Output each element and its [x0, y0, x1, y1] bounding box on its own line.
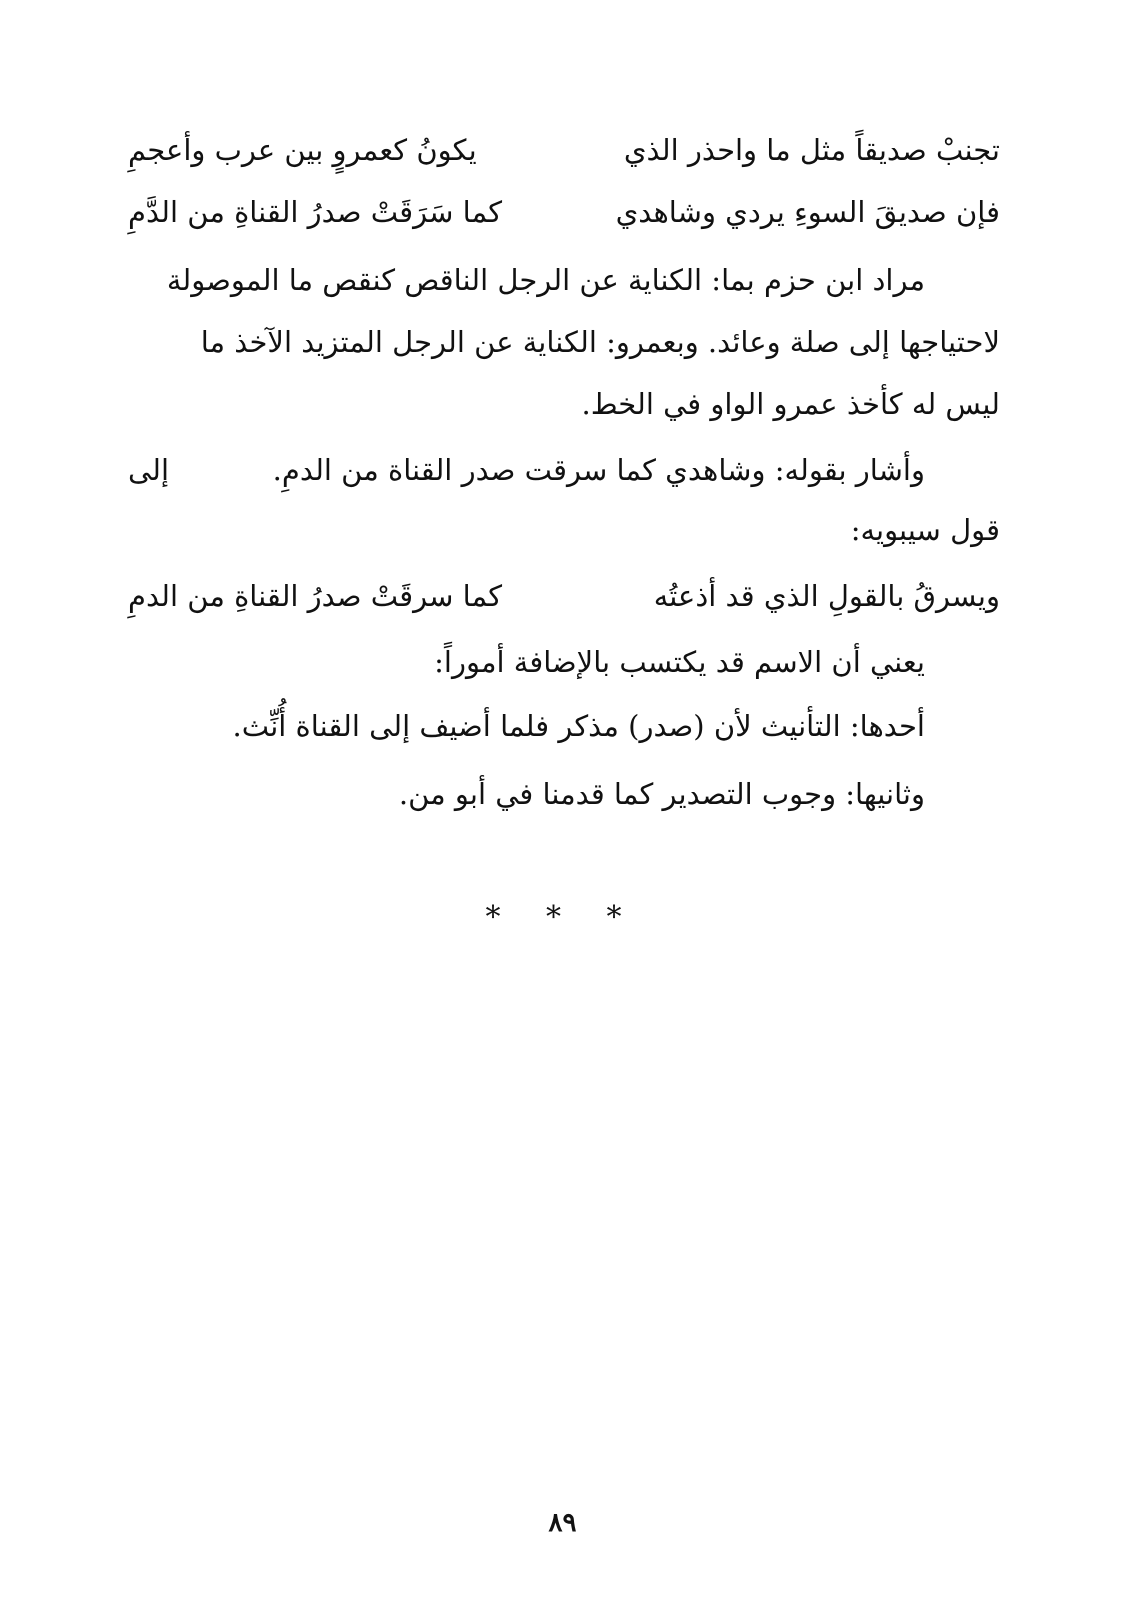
- explanation-point: أحدها: التأنيث لأن (صدر) مذكر فلما أضيف إلى القناة أُنِّث.: [232, 709, 925, 743]
- verse-second-hemistich: يكونُ كعمروٍ بين عرب وأعجمِ: [128, 133, 477, 167]
- verse-first-hemistich: ويسرقُ بالقولِ الذي قد أذعتُه: [653, 579, 1000, 613]
- paragraph-line: وأشار بقوله: وشاهدي كما سرقت صدر القناة من الدمِ.: [272, 453, 925, 487]
- explanation-intro: يعني أن الاسم قد يكتسب بالإضافة أموراً:: [434, 645, 925, 679]
- paragraph-line: لاحتياجها إلى صلة وعائد. وبعمرو: الكناية عن الرجل المتزيد الآخذ ما: [200, 325, 1000, 359]
- verse-first-hemistich: فإن صديقَ السوءِ يردي وشاهدي: [615, 195, 1000, 229]
- page-number: ٨٩: [548, 1508, 577, 1538]
- verse-line: [128, 182, 1000, 242]
- verse-line: [128, 120, 1000, 180]
- quoted-verse-line: [128, 566, 1000, 626]
- paragraph-line: مراد ابن حزم بما: الكناية عن الرجل الناقص كنقص ما الموصولة: [166, 263, 925, 297]
- verse-second-hemistich: كما سرقَتْ صدرُ القناةِ من الدمِ: [128, 579, 503, 613]
- paragraph-line-end-word: إلى: [128, 453, 170, 487]
- paragraph-line: قول سيبويه:: [850, 513, 1000, 547]
- verse-second-hemistich: كما سَرَقَتْ صدرُ القناةِ من الدَّمِ: [128, 195, 503, 229]
- paragraph-line: ليس له كأخذ عمرو الواو في الخط.: [581, 387, 1000, 421]
- section-separator: * * *: [485, 900, 640, 935]
- verse-first-hemistich: تجنبْ صديقاً مثل ما واحذر الذي: [623, 133, 1000, 167]
- explanation-point: وثانيها: وجوب التصدير كما قدمنا في أبو من.: [398, 777, 925, 811]
